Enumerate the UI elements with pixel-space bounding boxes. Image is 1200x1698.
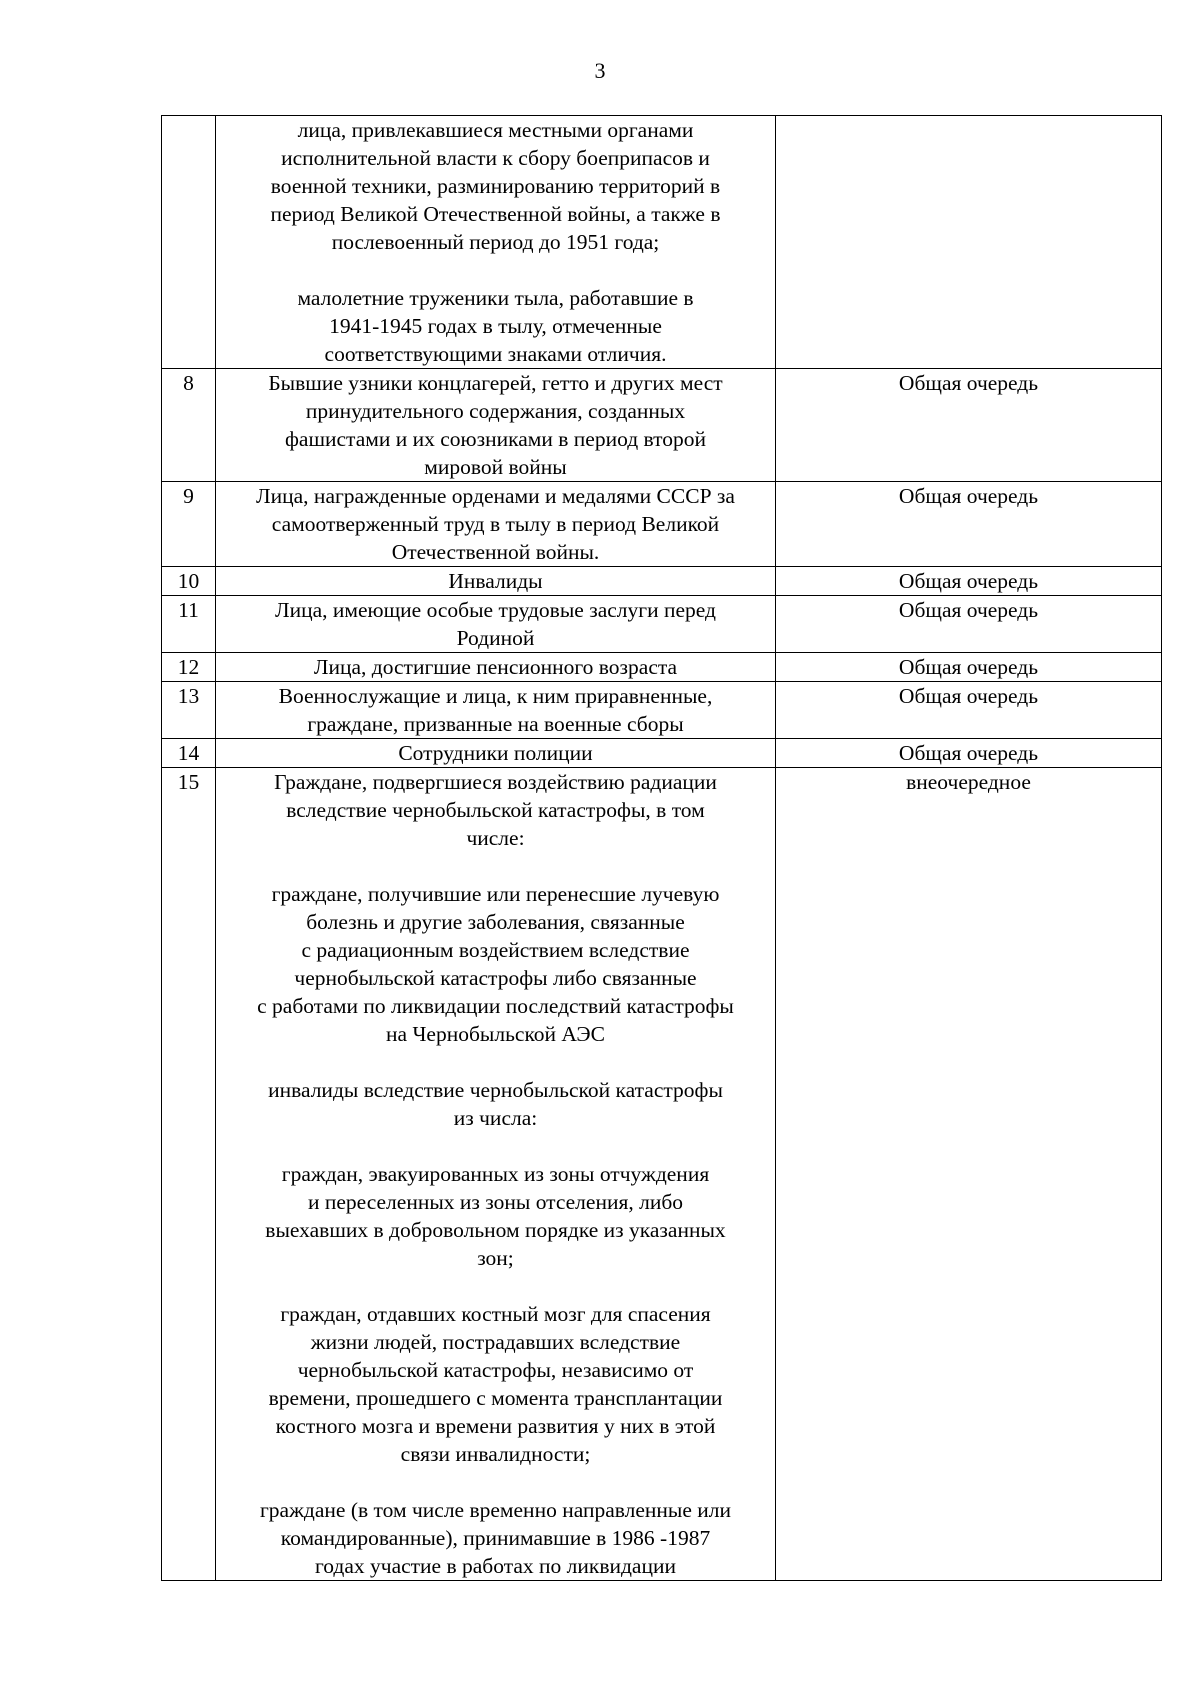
table-body bbox=[162, 116, 1162, 1581]
row-number-cell: 13 bbox=[162, 682, 216, 739]
table-row bbox=[162, 768, 1162, 1581]
table-row bbox=[162, 369, 1162, 482]
category-paragraph: малолетние труженики тыла, работавшие в 1941-1945 годах в тылу, отмеченные соответствующими знаками отличия. bbox=[297, 286, 694, 366]
category-paragraph: Бывшие узники концлагерей, гетто и других мест принудительного содержания, созданных фашистами и их союзниками в период второй мировой войны bbox=[268, 371, 723, 479]
table-row bbox=[162, 482, 1162, 567]
queue-cell: Общая очередь bbox=[776, 653, 1162, 682]
category-paragraph: инвалиды вследствие чернобыльской катастрофы из числа: bbox=[268, 1078, 723, 1130]
queue-cell: Общая очередь bbox=[776, 567, 1162, 596]
category-cell bbox=[216, 116, 776, 369]
category-cell bbox=[216, 596, 776, 653]
row-number-cell: 10 bbox=[162, 567, 216, 596]
table-row bbox=[162, 682, 1162, 739]
category-cell bbox=[216, 768, 776, 1581]
queue-cell: Общая очередь bbox=[776, 739, 1162, 768]
queue-cell bbox=[776, 116, 1162, 369]
queue-cell: Общая очередь bbox=[776, 596, 1162, 653]
category-paragraph: Лица, награжденные орденами и медалями СССР за самоотверженный труд в тылу в период Великой Отечественной войны. bbox=[256, 484, 735, 564]
category-paragraph: граждане, получившие или перенесшие лучевую болезнь и другие заболевания, связанные с радиационным воздействием вследствие чернобыльской катастрофы либо связанные с работами по ликвидации последствий катастрофы на Чернобыльской АЭС bbox=[257, 882, 734, 1046]
category-cell bbox=[216, 482, 776, 567]
category-cell bbox=[216, 682, 776, 739]
category-paragraph: граждане (в том числе временно направленные или командированные), принимавшие в 1986 -1987 годах участие в работах по ликвидации bbox=[259, 1498, 732, 1578]
table-row bbox=[162, 596, 1162, 653]
table-row bbox=[162, 116, 1162, 369]
category-paragraph: граждан, эвакуированных из зоны отчуждения и переселенных из зоны отселения, либо выехавших в добровольном порядке из указанных зон; bbox=[265, 1162, 726, 1270]
queue-cell: внеочередное bbox=[776, 768, 1162, 1581]
category-paragraph: Граждане, подвергшиеся воздействию радиации вследствие чернобыльской катастрофы, в том числе: bbox=[274, 770, 717, 850]
benefits-table bbox=[161, 115, 1162, 1581]
row-number-cell bbox=[162, 116, 216, 369]
row-number-cell: 14 bbox=[162, 739, 216, 768]
category-cell bbox=[216, 739, 776, 768]
row-number-cell: 8 bbox=[162, 369, 216, 482]
queue-cell: Общая очередь bbox=[776, 482, 1162, 567]
category-cell bbox=[216, 567, 776, 596]
category-paragraph: Инвалиды bbox=[448, 569, 543, 593]
category-paragraph: Военнослужащие и лица, к ним приравненные, граждане, призванные на военные сборы bbox=[278, 684, 713, 736]
queue-cell: Общая очередь bbox=[776, 682, 1162, 739]
row-number-cell: 11 bbox=[162, 596, 216, 653]
category-paragraph: граждан, отдавших костный мозг для спасения жизни людей, пострадавших вследствие чернобыльской катастрофы, независимо от времени, прошедшего с момента трансплантации костного мозга и времени развития у них в этой связи инвалидности; bbox=[268, 1302, 723, 1466]
queue-cell: Общая очередь bbox=[776, 369, 1162, 482]
table-row bbox=[162, 739, 1162, 768]
category-cell bbox=[216, 653, 776, 682]
row-number-cell: 9 bbox=[162, 482, 216, 567]
category-paragraph: Сотрудники полиции bbox=[398, 741, 593, 765]
row-number-cell: 15 bbox=[162, 768, 216, 1581]
table-row bbox=[162, 653, 1162, 682]
category-paragraph: Лица, имеющие особые трудовые заслуги перед Родиной bbox=[275, 598, 716, 650]
category-cell bbox=[216, 369, 776, 482]
category-paragraph: Лица, достигшие пенсионного возраста bbox=[313, 655, 678, 679]
category-paragraph: лица, привлекавшиеся местными органами исполнительной власти к сбору боеприпасов и военной техники, разминированию территорий в период Великой Отечественной войны, а также в послевоенный период до 1951 года; bbox=[270, 118, 721, 254]
table-row bbox=[162, 567, 1162, 596]
row-number-cell: 12 bbox=[162, 653, 216, 682]
page-number: 3 bbox=[594, 58, 606, 83]
